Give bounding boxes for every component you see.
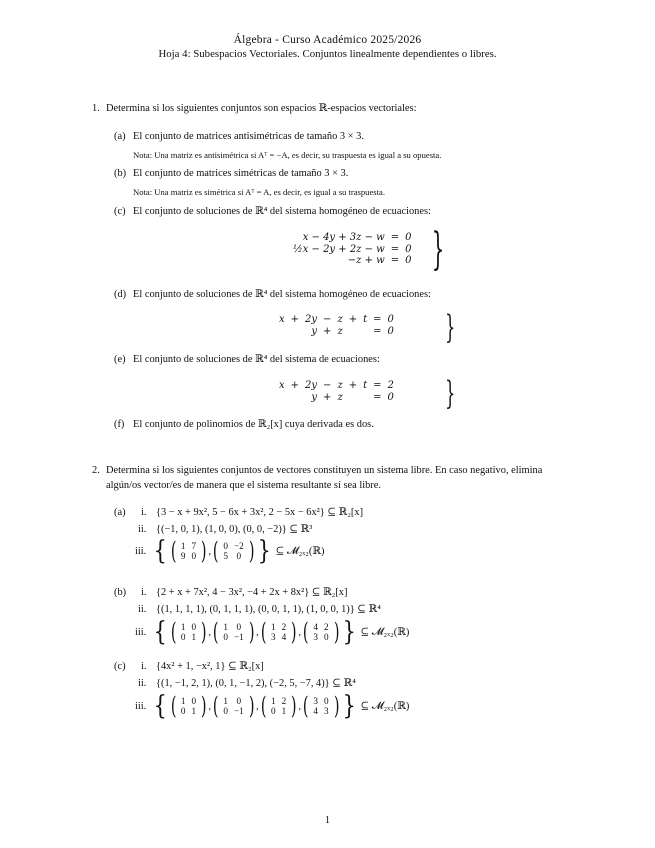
paren-close: ) (200, 692, 207, 720)
q1f-text: El conjunto de polinomios de ℝ₂[x] cuya derivada es dos. (133, 419, 374, 430)
q1e-right-brace: } (445, 374, 456, 412)
paren-close: ) (291, 618, 297, 646)
roman-i: i. (141, 507, 147, 518)
paren-open: ( (170, 692, 177, 720)
paren-close: ) (333, 618, 340, 646)
q1d-eq-row: x + 2y − z + t = 0 (279, 314, 394, 325)
q1c-eq-row: ½x − 2y + 2z − w = 0 (293, 243, 412, 255)
roman-ii: ii. (138, 604, 147, 615)
matrix: 0 −2 5 0 (223, 540, 244, 561)
paren-close: ) (248, 618, 255, 646)
q1c-eq-row: −z + w = 0 (347, 255, 412, 266)
q2-statement-line1: Determina si los siguientes conjuntos de vectores constituyen un sistema libre. En caso negativo, elimina (106, 465, 543, 476)
set-open-brace: { (153, 616, 167, 647)
q1a-note: Nota: Una matriz es antisimétrica si Aᵀ = −A, es decir, su traspuesta es igual a su opuesta. (133, 150, 442, 160)
q1d-label: (d) (114, 289, 127, 300)
roman-i: i. (141, 587, 147, 598)
roman-iii: iii. (135, 701, 147, 712)
q1c-eq-row: x − 4y + 3z − w = 0 (302, 232, 412, 243)
set-close-brace: } (342, 616, 356, 647)
q2a-ii-set: {(−1, 0, 1), (1, 0, 0), (0, 0, −2)} ⊆ ℝ³ (156, 524, 313, 535)
q1c-system (290, 232, 415, 267)
paren-open: ( (212, 618, 219, 646)
paren-open: ( (302, 692, 309, 720)
q1e-text: El conjunto de soluciones de ℝ⁴ del sistema de ecuaciones: (133, 354, 380, 365)
q1e-eq-row: y + z = 0 (311, 391, 394, 403)
q1e-eq-row: x + 2y − z + t = 2 (279, 380, 394, 391)
q1a-text: El conjunto de matrices antisimétricas de tamaño 3 × 3. (133, 131, 364, 142)
matrix: 1 0 0 1 (180, 695, 197, 716)
paren-close: ) (200, 537, 207, 565)
roman-ii: ii. (138, 678, 147, 689)
set-close-brace: } (257, 535, 272, 566)
matrix: 1 0 0 −1 (223, 695, 244, 716)
paren-open: ( (170, 618, 177, 646)
q1d-text: El conjunto de soluciones de ℝ⁴ del sistema homogéneo de ecuaciones: (133, 289, 431, 300)
q2b-iii-space: ⊆ 𝓜₂ₓ₂(ℝ) (360, 626, 410, 638)
q2c-iii-space: ⊆ 𝓜₂ₓ₂(ℝ) (360, 700, 410, 712)
q2c-iii-set: { ( 1 0 0 1 ) , ( 1 0 0 −1 ) , ( 1 2 0 1 ) , ( 3 0 4 3 ) } ⊆ 𝓜₂ₓ₂(ℝ) (153, 690, 410, 721)
q2c-ii-set: {(1, −1, 2, 1), (0, 1, −1, 2), (−2, 5, −7, 4)} ⊆ ℝ⁴ (156, 678, 356, 689)
paren-close: ) (248, 537, 255, 565)
sheet-title: Hoja 4: Subespacios Vectoriales. Conjuntos linealmente dependientes o libres. (158, 48, 497, 60)
matrix: 1 2 3 4 (270, 621, 287, 642)
q1-number: 1. (92, 103, 100, 114)
paren-open: ( (260, 618, 267, 646)
paren-open: ( (260, 692, 267, 720)
q1f-label: (f) (114, 419, 125, 430)
roman-iii: iii. (135, 546, 147, 557)
page-number: 1 (324, 815, 331, 826)
q2a-iii-set: { ( 1 7 9 0 ) , ( 0 −2 5 0 ) } ⊆ 𝓜₂ₓ₂(ℝ) (153, 535, 325, 566)
q1b-text: El conjunto de matrices simétricas de tamaño 3 × 3. (133, 168, 349, 179)
q1c-text: El conjunto de soluciones de ℝ⁴ del sistema homogéneo de ecuaciones: (133, 206, 431, 217)
q1d-system (276, 314, 397, 337)
q1b-note: Nota: Una matriz es simétrica si Aᵀ = A, es decir, es igual a su traspuesta. (133, 187, 385, 197)
course-title: Álgebra - Curso Académico 2025/2026 (233, 34, 422, 46)
set-open-brace: { (153, 535, 167, 566)
paren-open: ( (170, 537, 177, 565)
matrix: 3 0 4 3 (313, 695, 329, 716)
q2b-label: (b) (114, 587, 127, 598)
q2b-ii-set: {(1, 1, 1, 1), (0, 1, 1, 1), (0, 0, 1, 1), (1, 0, 0, 1)} ⊆ ℝ⁴ (156, 604, 381, 615)
q1c-right-brace: } (431, 224, 445, 275)
q1d-right-brace: } (445, 308, 456, 346)
q1a-label: (a) (114, 131, 126, 142)
q2a-iii-space: ⊆ 𝓜₂ₓ₂(ℝ) (275, 545, 325, 557)
paren-close: ) (291, 692, 297, 720)
matrix: 1 0 0 1 (180, 621, 197, 642)
set-open-brace: { (153, 690, 167, 721)
paren-open: ( (212, 537, 219, 565)
roman-ii: ii. (138, 524, 147, 535)
matrix: 1 0 0 −1 (223, 621, 244, 642)
q1c-label: (c) (114, 206, 126, 217)
q1-statement: Determina si los siguientes conjuntos son espacios ℝ-espacios vectoriales: (106, 103, 417, 114)
q2-number: 2. (92, 465, 100, 476)
matrix: 4 2 3 0 (313, 621, 329, 642)
roman-i: i. (141, 661, 147, 672)
q2a-i-set: {3 − x + 9x², 5 − 6x + 3x², 2 − 5x − 6x²} ⊆ ℝ₂[x] (156, 507, 364, 518)
matrix: 1 2 0 1 (270, 695, 287, 716)
q2c-i-set: {4x² + 1, −x², 1} ⊆ ℝ₂[x] (156, 661, 264, 672)
q1e-system (276, 380, 397, 403)
q1b-label: (b) (114, 168, 127, 179)
matrix: 1 7 9 0 (180, 540, 197, 561)
q2-statement-line2: algún/os vector/es de manera que el sistema resultante sí sea libre. (106, 480, 381, 491)
paren-open: ( (302, 618, 309, 646)
paren-close: ) (248, 692, 255, 720)
paren-close: ) (200, 618, 207, 646)
paren-open: ( (212, 692, 219, 720)
roman-iii: iii. (135, 627, 147, 638)
q1d-eq-row: y + z = 0 (311, 325, 394, 337)
q2a-label: (a) (114, 507, 126, 518)
q2b-i-set: {2 + x + 7x², 4 − 3x², −4 + 2x + 8x²} ⊆ ℝ₂[x] (156, 587, 348, 598)
paren-close: ) (333, 692, 340, 720)
q1e-label: (e) (114, 354, 126, 365)
q2c-label: (c) (114, 661, 126, 672)
set-close-brace: } (342, 690, 356, 721)
q2b-iii-set: { ( 1 0 0 1 ) , ( 1 0 0 −1 ) , ( 1 2 3 4 ) , ( 4 2 3 0 ) } ⊆ 𝓜₂ₓ₂(ℝ) (153, 616, 410, 647)
